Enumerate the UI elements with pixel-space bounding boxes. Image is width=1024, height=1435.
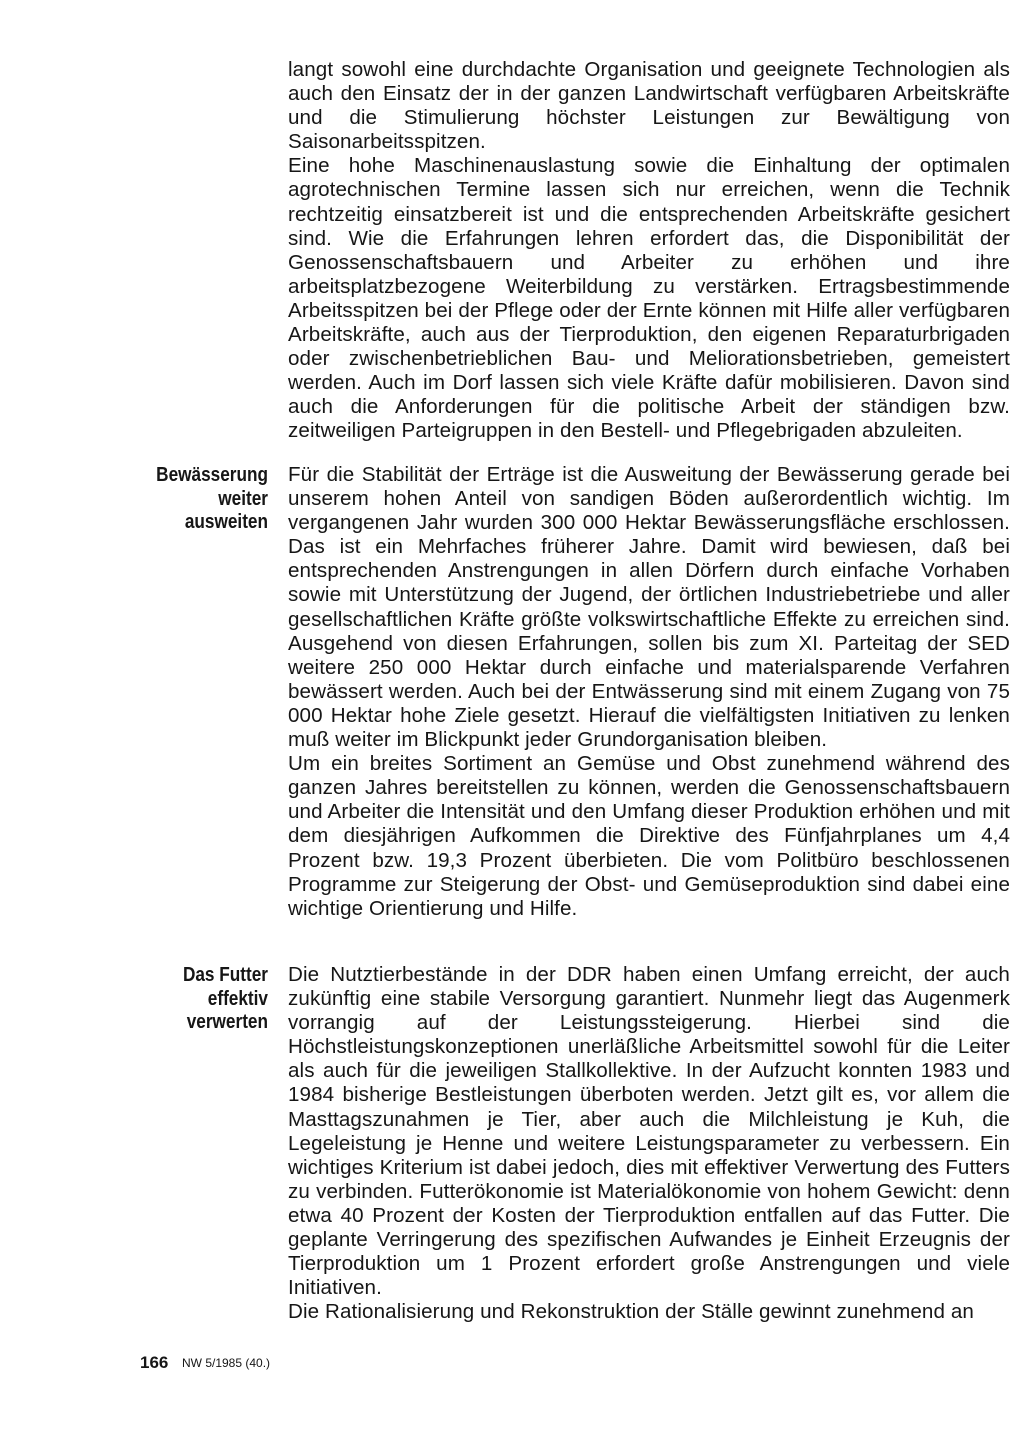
side-heading-line: verwerten bbox=[186, 1011, 268, 1033]
side-heading-line: Das Futter bbox=[182, 964, 268, 986]
side-heading-futter bbox=[113, 964, 268, 1035]
section-futter bbox=[288, 963, 1010, 1324]
section-intro bbox=[288, 58, 1010, 444]
paragraph: Für die Stabilität der Erträge ist die Ausweitung der Bewässerung gerade bei unserem hohen Anteil von sandigen Böden außerordentlich wichtig. Im vergangenen Jahr wurden 300 000 Hektar Bewässerungsfläche erschlossen. Das ist ein Mehrfaches früherer Jahre. Damit wird bewiesen, daß bei entsprechenden Anstrengungen in allen Dörfern durch einfache Vorhaben sowie mit Unterstützung der Jugend, der örtlichen Industriebetriebe und aller gesellschaftlichen Kräfte größte volkswirtschaftliche Effekte zu erreichen sind. Ausgehend von diesen Erfahrungen, sollen bis zum XI. Parteitag der SED weitere 250 000 Hektar durch einfache und materialsparende Verfahren bewässert werden. Auch bei der Entwässerung sind mit einem Zugang von 75 000 Hektar hohe Ziele gesetzt. Hierauf die vielfältigsten Initiativen zu lenken muß weiter im Blickpunkt jeder Grundorganisation bleiben. bbox=[288, 463, 1010, 752]
side-heading-bewaesserung bbox=[113, 464, 268, 535]
paragraph: Die Rationalisierung und Rekonstruktion der Ställe gewinnt zunehmend an bbox=[288, 1300, 974, 1324]
page-number: 166 bbox=[140, 1353, 169, 1372]
paragraph: Um ein breites Sortiment an Gemüse und Obst zunehmend während des ganzen Jahres bereitstellen zu können, werden die Genossenschaftsbauern und Arbeiter die Intensität und den Umfang dieser Produktion erhöhen und mit dem diesjährigen Aufkommen die Direktive des Fünfjahrplanes um 4,4 Prozent bzw. 19,3 Prozent überbieten. Die vom Politbüro beschlossenen Programme zur Steigerung der Obst- und Gemüseproduktion sind dabei eine wichtige Orientierung und Hilfe. bbox=[288, 752, 1010, 920]
side-heading-line: effektiv bbox=[207, 987, 268, 1010]
paragraph: Eine hohe Maschinenauslastung sowie die Einhaltung der optimalen agrotechnischen Termine lassen sich nur erreichen, wenn die Technik rechtzeitig einsatzbereit ist und die entsprechenden Arbeitskräfte gesichert sind. Wie die Erfahrungen lehren erfordert das, die Disponibilität der Genossenschaftsbauern und Arbeiter zu erhöhen und ihre arbeitsplatzbezogene Weiterbildung zu verstärken. Ertragsbestimmende Arbeitsspitzen bei der Pflege oder der Ernte können mit Hilfe aller verfügbaren Arbeitskräfte, auch aus der Tierproduktion, den eigenen Reparaturbrigaden oder zwischenbetrieblichen Bau- und Meliorationsbetrieben, gemeistert werden. Auch im Dorf lassen sich viele Kräfte dafür mobilisieren. Davon sind auch die Anforderungen für die politische Arbeit der ständigen bzw. zeitweiligen Parteigruppen in den Bestell- und Pflegebrigaden abzuleiten. bbox=[288, 154, 1010, 443]
side-heading-line: ausweiten bbox=[184, 511, 268, 533]
section-bewaesserung bbox=[288, 463, 1010, 921]
paragraph: langt sowohl eine durchdachte Organisation und geeignete Technologien als auch den Einsatz der in der ganzen Landwirtschaft verfügbaren Arbeitskräfte und die Stimulierung höchster Leistungen zur Bewältigung von Saisonarbeitsspitzen. bbox=[288, 58, 1010, 154]
paragraph: Die Nutztierbestände in der DDR haben einen Umfang erreicht, der auch zukünftig eine stabile Versorgung garantiert. Nunmehr liegt das Augenmerk vorrangig auf der Leistungssteigerung. Hierbei sind die Höchstleistungskonzeptionen unerläßliche Arbeitsmittel sowohl für die Leiter als auch für die jeweiligen Stallkollektive. In der Aufzucht konnten 1983 und 1984 bisherige Bestleistungen überboten werden. Jetzt gilt es, vor allem die Masttagszunahmen je Tier, aber auch die Milchleistung je Kuh, die Legeleistung je Henne und weitere Leistungsparameter zu verbessern. Ein wichtiges Kriterium ist dabei jedoch, dies mit effektiver Verwertung des Futters zu verbinden. Futterökonomie ist Materialökonomie von hohem Gewicht: denn etwa 40 Prozent der Kosten der Tierproduktion entfallen auf das Futter. Die geplante Verringerung des spezifischen Aufwandes je Einheit Erzeugnis der Tierproduktion um 1 Prozent erfordert große Anstrengungen und viele Initiativen. bbox=[288, 963, 1010, 1300]
side-heading-line: Bewässerung bbox=[156, 464, 268, 486]
source-reference: NW 5/1985 (40.) bbox=[182, 1356, 271, 1370]
side-heading-line: weiter bbox=[218, 487, 268, 510]
